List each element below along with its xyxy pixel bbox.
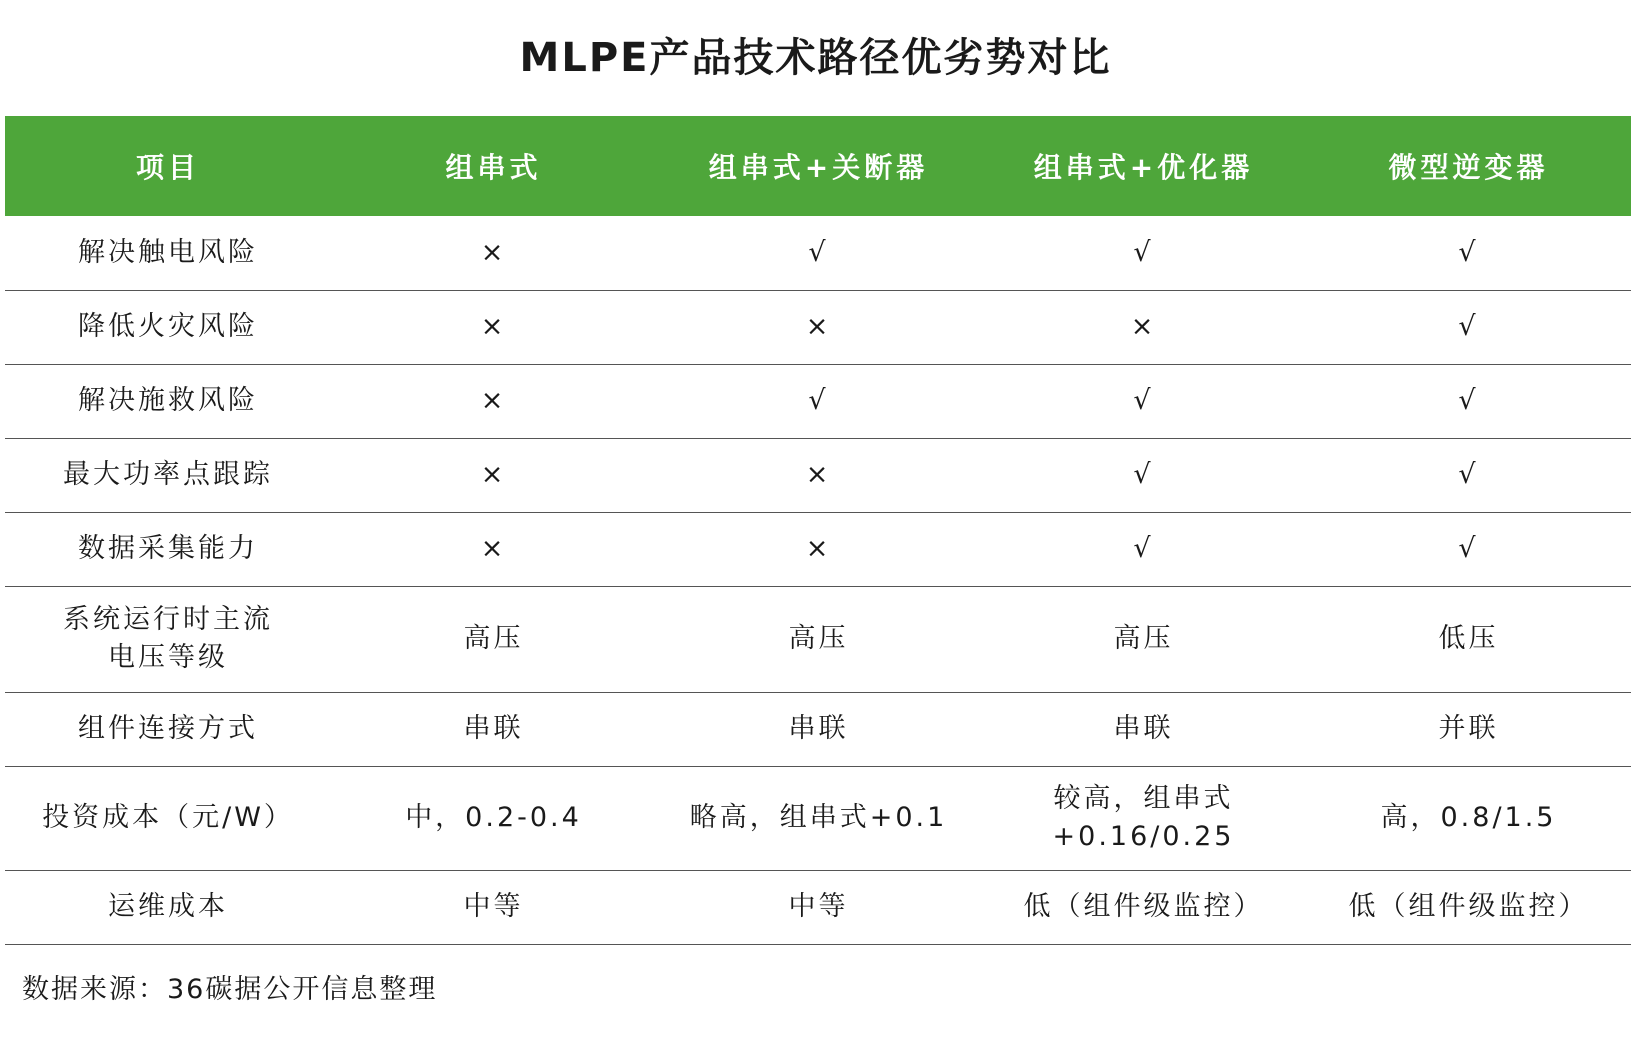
table-row	[5, 216, 1631, 290]
table-cell: 串联	[331, 692, 656, 766]
table-cell: ×	[656, 438, 981, 512]
table-row	[5, 438, 1631, 512]
table-cell: √	[981, 216, 1306, 290]
header-string-shutdown: 组串式+关断器	[708, 151, 929, 184]
table-cell: 略高，组串式+0.1	[656, 766, 981, 870]
table-cell: 高，0.8/1.5	[1306, 766, 1631, 870]
table-cell: 并联	[1306, 692, 1631, 766]
table-row	[5, 364, 1631, 438]
table-cell: 高压	[656, 586, 981, 692]
table-cell: √	[1306, 216, 1631, 290]
table-cell: ×	[331, 290, 656, 364]
header-item: 项目	[135, 151, 200, 184]
table-cell: 串联	[656, 692, 981, 766]
table-cell: ×	[331, 512, 656, 586]
page-title: MLPE产品技术路径优劣势对比	[519, 35, 1112, 81]
table-cell: 中等	[656, 870, 981, 944]
row-label: 降低火灾风险	[5, 290, 331, 364]
table-header-row	[5, 116, 1631, 216]
table-cell: 低压	[1306, 586, 1631, 692]
table-row	[5, 870, 1631, 944]
row-label: 运维成本	[5, 870, 331, 944]
row-label: 系统运行时主流 电压等级	[5, 586, 331, 692]
table-cell: 中等	[331, 870, 656, 944]
comparison-table	[5, 116, 1631, 945]
header-string-inverter: 组串式	[445, 151, 542, 184]
row-label: 最大功率点跟踪	[5, 438, 331, 512]
table-row	[5, 586, 1631, 692]
table-cell: ×	[656, 290, 981, 364]
source-note: 数据来源：36碳据公开信息整理	[22, 974, 438, 1005]
table-cell: √	[1306, 512, 1631, 586]
table-row	[5, 766, 1631, 870]
row-label: 数据采集能力	[5, 512, 331, 586]
table-cell: √	[981, 512, 1306, 586]
table-cell: 高压	[331, 586, 656, 692]
table-cell: ×	[331, 364, 656, 438]
table-cell: ×	[656, 512, 981, 586]
table-cell: ×	[981, 290, 1306, 364]
row-label: 解决施救风险	[5, 364, 331, 438]
header-micro-inverter: 微型逆变器	[1388, 151, 1549, 184]
table-cell: 中，0.2-0.4	[331, 766, 656, 870]
row-label: 组件连接方式	[5, 692, 331, 766]
table-cell: √	[656, 364, 981, 438]
table-cell: √	[656, 216, 981, 290]
table-cell: √	[1306, 290, 1631, 364]
table-cell: 低（组件级监控）	[981, 870, 1306, 944]
table-cell: 高压	[981, 586, 1306, 692]
table-cell: √	[1306, 438, 1631, 512]
table-row	[5, 692, 1631, 766]
table-cell: ×	[331, 216, 656, 290]
row-label: 解决触电风险	[5, 216, 331, 290]
table-cell: 低（组件级监控）	[1306, 870, 1631, 944]
table-row	[5, 512, 1631, 586]
table-cell: √	[1306, 364, 1631, 438]
table-cell: √	[981, 438, 1306, 512]
table-cell: √	[981, 364, 1306, 438]
header-string-optimizer: 组串式+优化器	[1033, 151, 1254, 184]
table-cell: 较高，组串式 +0.16/0.25	[981, 766, 1306, 870]
table-cell: 串联	[981, 692, 1306, 766]
table-cell: ×	[331, 438, 656, 512]
row-label: 投资成本（元/W）	[5, 766, 331, 870]
table-row	[5, 290, 1631, 364]
